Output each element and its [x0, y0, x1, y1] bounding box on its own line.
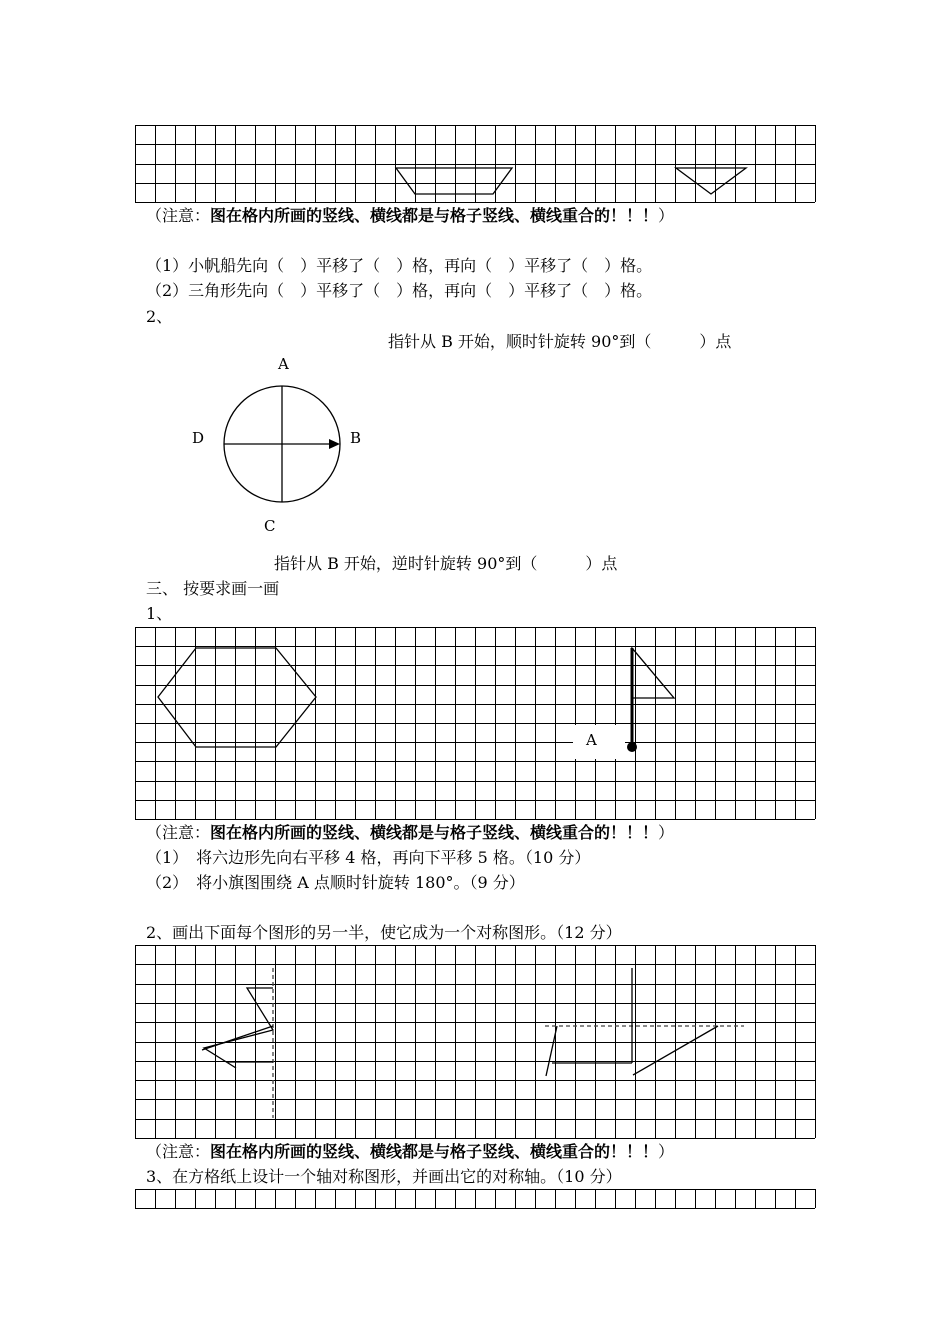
note-3-open: （注意： — [146, 1142, 211, 1161]
note-2-close: ） — [658, 823, 675, 842]
flag-triangle — [632, 648, 674, 698]
dial-label-d: D — [192, 429, 205, 447]
note-1 — [146, 206, 674, 226]
pointer-arrowhead — [329, 439, 340, 449]
half-figure-1 — [204, 988, 273, 1068]
section4-heading: 2、画出下面每个图形的另一半，使它成为一个对称图形。（12 分） — [146, 923, 622, 942]
note-3 — [146, 1142, 674, 1162]
note-1-open: （注意： — [146, 206, 211, 225]
point-a-dot — [627, 742, 637, 752]
section5-heading: 3、在方格纸上设计一个轴对称图形，并画出它的对称轴。（10 分） — [146, 1167, 622, 1186]
note-2-open: （注意： — [146, 823, 211, 842]
note-2-bold: 图在格内所画的竖线、横线都是与格子竖线、横线重合的！！！ — [210, 823, 659, 842]
question-triangle: （2）三角形先向（ ）平移了（ ）格，再向（ ）平移了（ ）格。 — [146, 281, 653, 300]
clockwise-question: 指针从 B 开始，顺时针旋转 90°到（ ）点 — [388, 332, 732, 351]
counterclockwise-question: 指针从 B 开始，逆时针旋转 90°到（ ）点 — [274, 554, 618, 573]
task-rotate-flag: （2） 将小旗图围绕 A 点顺时针旋转 180°。（9 分） — [146, 873, 525, 892]
note-3-close: ） — [658, 1142, 675, 1161]
dial-label-a: A — [278, 355, 289, 373]
dial-label-c: C — [264, 517, 276, 535]
section3-number: 1、 — [146, 604, 173, 623]
grid-paper-3 — [135, 945, 816, 1139]
dial-label-b: B — [350, 429, 362, 447]
half-figure-1-segment — [202, 1026, 273, 1050]
note-1-close: ） — [658, 206, 675, 225]
boat-shape — [396, 168, 512, 194]
point-a-label-bg — [573, 725, 625, 759]
grid-paper-1 — [135, 125, 816, 203]
section2-number: 2、 — [146, 307, 173, 326]
note-3-bold: 图在格内所画的竖线、横线都是与格子竖线、横线重合的！！！ — [210, 1142, 659, 1161]
hexagon-shape — [158, 648, 316, 747]
section3-heading: 三、 按要求画一画 — [146, 579, 280, 598]
question-boat: （1）小帆船先向（ ）平移了（ ）格，再向（ ）平移了（ ）格。 — [146, 256, 653, 275]
grid-paper-4 — [135, 1189, 816, 1209]
task-translate-hexagon: （1） 将六边形先向右平移 4 格，再向下平移 5 格。（10 分） — [146, 848, 591, 867]
note-1-bold: 图在格内所画的竖线、横线都是与格子竖线、横线重合的！！！ — [210, 206, 659, 225]
grid-paper-2 — [135, 627, 816, 820]
point-a-label: A — [586, 731, 597, 749]
note-2 — [146, 823, 674, 843]
